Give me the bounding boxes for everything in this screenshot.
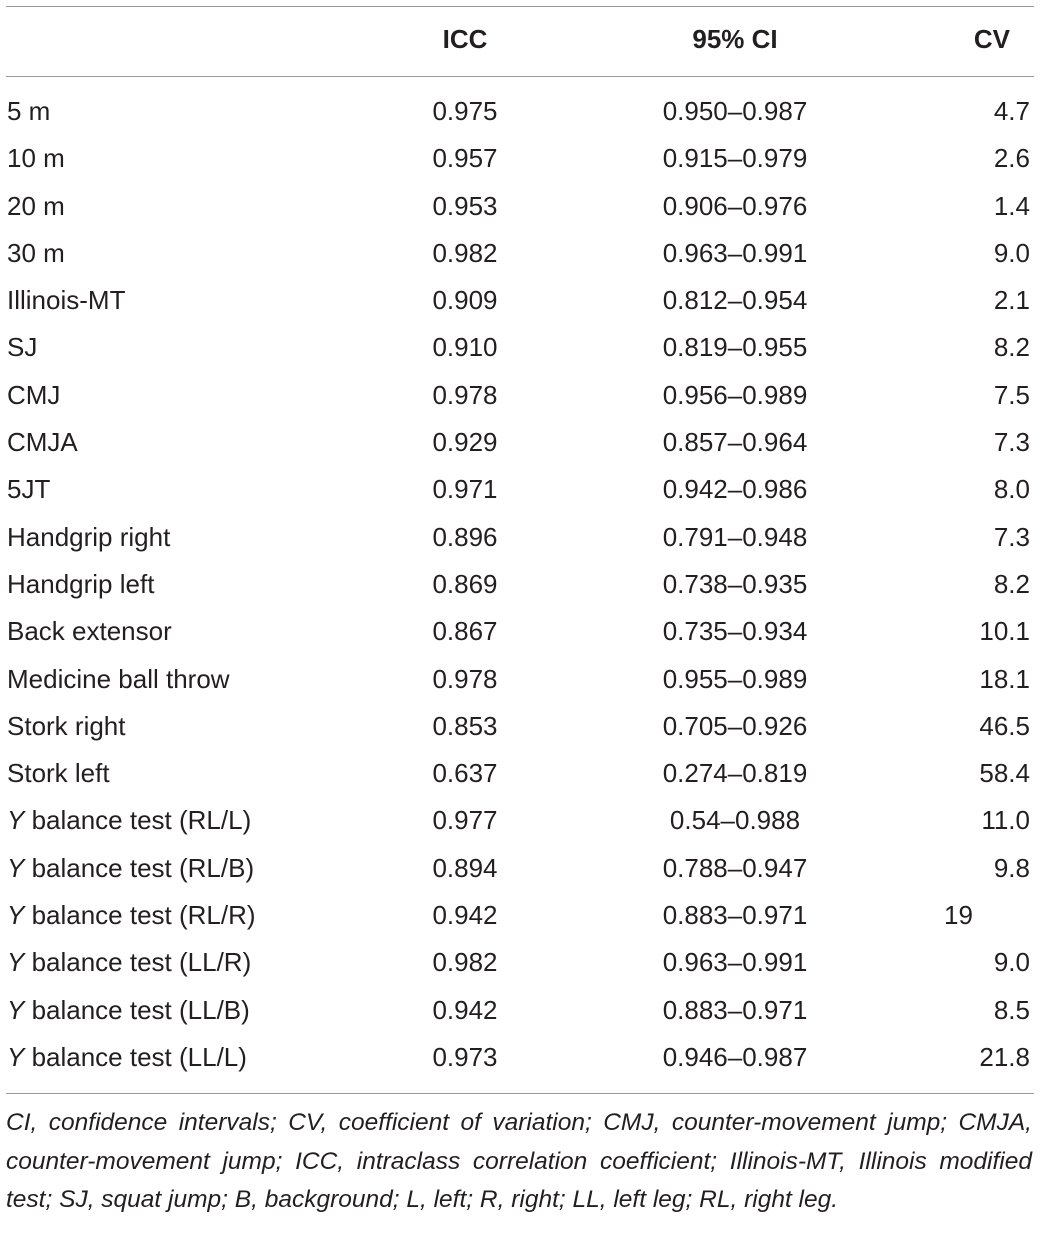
row-ci: 0.946–0.987	[662, 1041, 808, 1072]
row-label	[7, 94, 50, 128]
row-ci: 0.883–0.971	[662, 900, 808, 931]
row-label-text: Stork left	[7, 758, 110, 789]
row-label-text: balance test (LL/B)	[24, 994, 250, 1025]
row-cv: 7.3	[993, 427, 1030, 458]
row-ci: 0.906–0.976	[662, 190, 808, 221]
table-row	[0, 993, 1040, 1040]
row-icc: 0.909	[432, 285, 498, 316]
table-row	[0, 330, 1040, 377]
row-ci: 0.735–0.934	[662, 616, 808, 647]
row-icc: 0.978	[432, 379, 498, 410]
row-label-text: Illinois-MT	[7, 285, 126, 316]
row-label-text: balance test (LL/R)	[24, 947, 252, 978]
row-label	[7, 425, 78, 459]
header-cv: CV	[973, 24, 1010, 54]
table-footnote: CI, confidence intervals; CV, coefficient of variation; CMJ, counter-movement jump; CMJA, counter-movement jump; ICC, intraclass correlation coefficient; Illinois-MT, Illinois modified test; SJ, squat jump; B, background; L, left; R, right; LL, left leg; RL, right leg.	[6, 1109, 1032, 1213]
row-label-text: Medicine ball throw	[7, 663, 230, 694]
row-ci: 0.705–0.926	[662, 710, 808, 741]
row-label	[7, 851, 254, 885]
row-label-text: CMJA	[7, 427, 78, 458]
row-label	[7, 1040, 247, 1074]
row-label-text: CMJ	[7, 379, 61, 410]
row-icc: 0.896	[432, 521, 498, 552]
row-icc: 0.910	[432, 332, 498, 363]
header-icc: ICC	[442, 24, 488, 54]
table-row	[0, 709, 1040, 756]
row-icc: 0.637	[432, 758, 498, 789]
table-row	[0, 189, 1040, 236]
table-row	[0, 756, 1040, 803]
row-icc: 0.982	[432, 947, 498, 978]
row-label-prefix: Y	[7, 994, 25, 1025]
row-ci: 0.788–0.947	[662, 852, 808, 883]
table-row	[0, 567, 1040, 614]
row-label-text: balance test (RL/R)	[24, 900, 256, 931]
table-row	[0, 945, 1040, 992]
table-row	[0, 378, 1040, 425]
row-label	[7, 709, 126, 743]
row-label-prefix: Y	[7, 900, 25, 931]
row-label-text: balance test (RL/B)	[24, 852, 255, 883]
row-cv: 46.5	[979, 710, 1030, 741]
table-body	[0, 94, 1040, 1087]
header-ci: 95% CI	[692, 24, 778, 54]
row-ci: 0.950–0.987	[662, 96, 808, 126]
row-cv: 10.1	[979, 616, 1030, 647]
row-label-text: Handgrip right	[7, 521, 171, 552]
row-label-prefix: Y	[7, 947, 25, 978]
row-icc: 0.978	[432, 663, 498, 694]
table-row	[0, 1040, 1040, 1087]
row-label	[7, 330, 37, 364]
table-row	[0, 472, 1040, 519]
row-ci: 0.883–0.971	[662, 994, 808, 1025]
row-label-prefix: Y	[7, 852, 25, 883]
row-cv: 9.0	[993, 947, 1030, 978]
row-ci: 0.54–0.988	[669, 805, 801, 836]
row-icc: 0.942	[432, 900, 498, 931]
row-label-text: 30 m	[7, 237, 65, 268]
row-label-text: Stork right	[7, 710, 126, 741]
row-ci: 0.738–0.935	[662, 568, 808, 599]
row-label-text: Back extensor	[7, 616, 172, 647]
row-ci: 0.955–0.989	[662, 663, 808, 694]
row-ci: 0.274–0.819	[662, 758, 808, 789]
row-cv: 8.0	[993, 474, 1030, 505]
row-cv: 7.3	[993, 521, 1030, 552]
row-label	[7, 189, 65, 223]
row-cv: 11.0	[981, 805, 1030, 836]
row-label-text: 20 m	[7, 190, 65, 221]
row-label-text: 5JT	[7, 474, 51, 505]
row-ci: 0.942–0.986	[662, 474, 808, 505]
row-label	[7, 662, 230, 696]
row-label-text: SJ	[7, 332, 38, 363]
table-header-row	[0, 22, 1040, 62]
row-label	[7, 236, 65, 270]
table-row	[0, 803, 1040, 850]
row-cv: 7.5	[993, 379, 1030, 410]
row-cv: 9.8	[993, 852, 1030, 883]
row-icc: 0.929	[432, 427, 498, 458]
row-label	[7, 567, 154, 601]
row-label-text: Handgrip left	[7, 568, 155, 599]
row-icc: 0.867	[432, 616, 498, 647]
table-row	[0, 94, 1040, 141]
row-label	[7, 283, 125, 317]
row-cv: 9.0	[993, 237, 1030, 268]
row-label	[7, 993, 250, 1027]
row-cv: 18.1	[979, 663, 1030, 694]
row-icc: 0.957	[432, 143, 498, 174]
row-ci: 0.963–0.991	[662, 947, 808, 978]
row-label	[7, 945, 251, 979]
row-label-text: balance test (RL/L)	[24, 805, 252, 836]
row-label-prefix: Y	[7, 1041, 25, 1072]
row-label	[7, 378, 60, 412]
row-cv: 58.4	[979, 758, 1030, 789]
row-label	[7, 472, 50, 506]
row-icc: 0.953	[432, 190, 498, 221]
row-cv: 19	[944, 900, 973, 931]
row-label	[7, 520, 170, 554]
row-cv: 1.4	[993, 190, 1030, 221]
row-ci: 0.963–0.991	[662, 237, 808, 268]
row-ci: 0.915–0.979	[662, 143, 808, 174]
table-row	[0, 520, 1040, 567]
row-ci: 0.857–0.964	[662, 427, 808, 458]
row-ci: 0.791–0.948	[662, 521, 808, 552]
row-label-text: 5 m	[7, 96, 51, 126]
row-icc: 0.973	[432, 1041, 498, 1072]
row-label-prefix: Y	[7, 805, 25, 836]
table-row	[0, 425, 1040, 472]
row-cv: 2.1	[993, 285, 1030, 316]
row-cv: 4.7	[993, 96, 1030, 126]
row-label	[7, 614, 172, 648]
row-ci: 0.956–0.989	[662, 379, 808, 410]
row-icc: 0.971	[432, 474, 498, 505]
row-label-text: 10 m	[7, 143, 65, 174]
table-header-rule	[6, 76, 1034, 77]
row-icc: 0.853	[432, 710, 498, 741]
table-row	[0, 283, 1040, 330]
table-top-rule	[6, 6, 1034, 7]
row-label	[7, 803, 251, 837]
row-label	[7, 141, 65, 175]
row-ci: 0.819–0.955	[662, 332, 808, 363]
row-icc: 0.894	[432, 852, 498, 883]
table-row	[0, 141, 1040, 188]
row-cv: 8.2	[993, 332, 1030, 363]
row-cv: 8.2	[993, 568, 1030, 599]
row-cv: 8.5	[993, 994, 1030, 1025]
row-cv: 21.8	[979, 1041, 1030, 1072]
row-label	[7, 756, 110, 790]
table-row	[0, 236, 1040, 283]
row-icc: 0.982	[432, 237, 498, 268]
row-cv: 2.6	[993, 143, 1030, 174]
row-icc: 0.942	[432, 994, 498, 1025]
table-row	[0, 614, 1040, 661]
table-row	[0, 898, 1040, 945]
row-label-text: balance test (LL/L)	[24, 1041, 247, 1072]
row-icc: 0.977	[432, 805, 498, 836]
table-bottom-rule	[6, 1093, 1034, 1094]
row-ci: 0.812–0.954	[662, 285, 808, 316]
row-icc: 0.869	[432, 568, 498, 599]
table-row	[0, 662, 1040, 709]
row-label	[7, 898, 256, 932]
row-icc: 0.975	[432, 96, 498, 126]
table-row	[0, 851, 1040, 898]
